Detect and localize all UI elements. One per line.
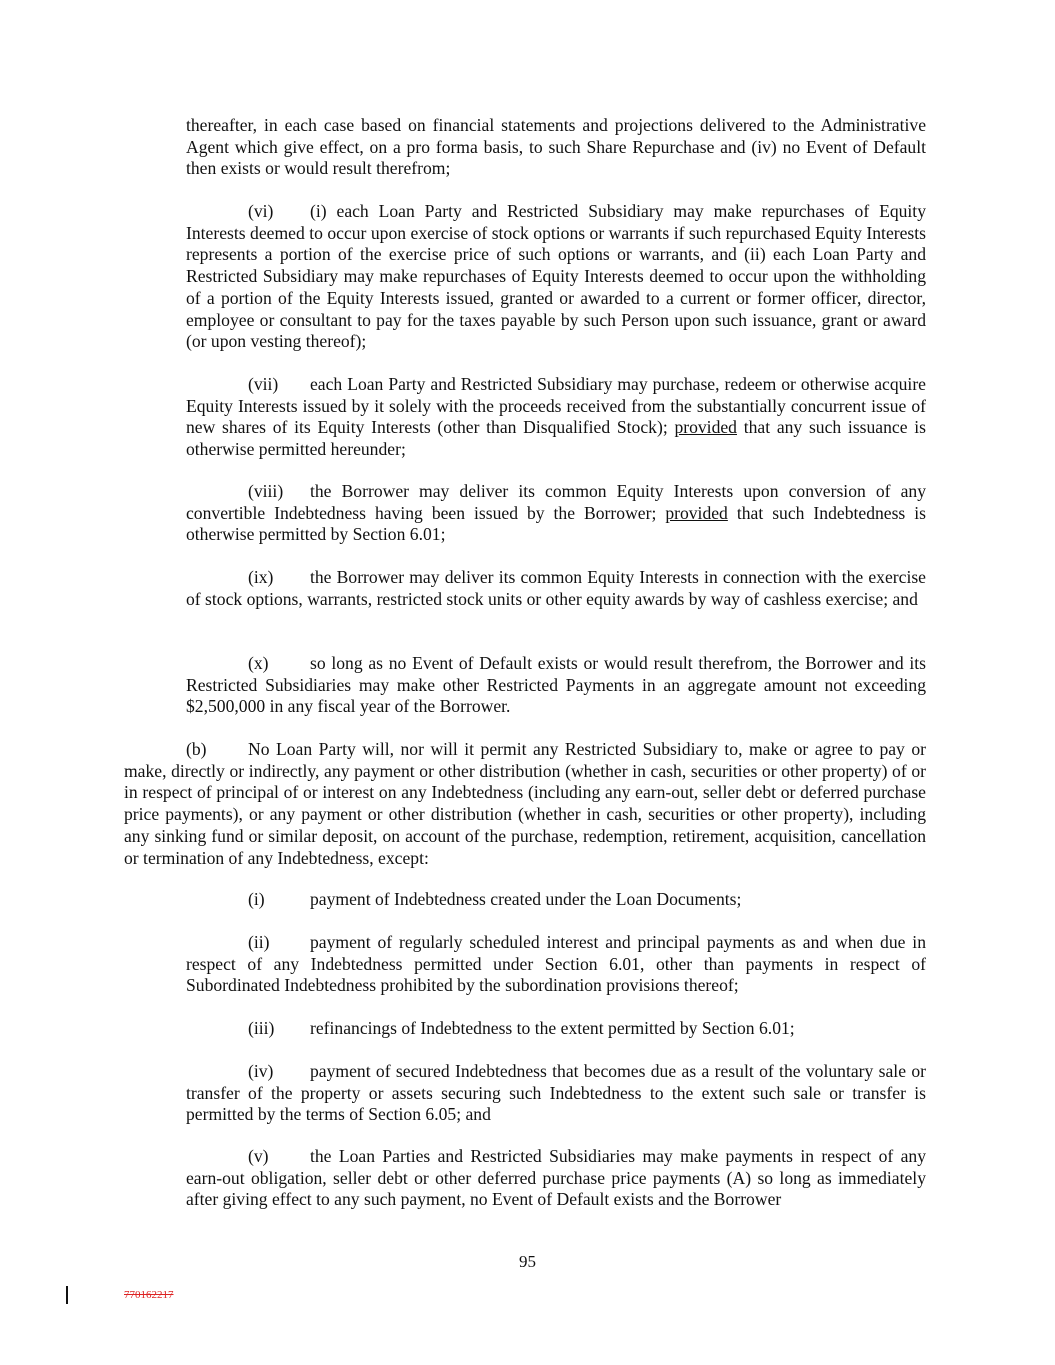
clause-number: (viii) [248, 481, 284, 501]
clause-number: (vii) [248, 374, 279, 394]
clause-number: (ix) [248, 567, 274, 587]
change-bar [66, 1286, 68, 1304]
clause-vii: (vii) each Loan Party and Restricted Subsidiary may purchase, redeem or otherwise acquire Equity Interests issued by it solely with the proceeds received from the substantially concurrent issue of new shares of its Equity Interests (other than Disqualified Stock); provided that any such issuance is otherwise permitted hereunder; [186, 374, 926, 460]
provided-underlined: provided [674, 417, 737, 438]
clause-number: (ii) [248, 932, 270, 952]
clause-x: (x) so long as no Event of Default exists or would result therefrom, the Borrower and its Restricted Subsidiaries may make other Restricted Payments in an aggregate amount not exceeding $2,500,000 in any fiscal year of the Borrower. [186, 653, 926, 717]
clause-b-v: (v) the Loan Parties and Restricted Subsidiaries may make payments in respect of any earn-out obligation, seller debt or other deferred purchase price payments (A) so long as immediately after giving effect to any such payment, no Event of Default exists and the Borrower [186, 1146, 926, 1210]
clause-number: (vi) [248, 201, 274, 221]
clause-ix: (ix) the Borrower may deliver its common Equity Interests in connection with the exercise of stock options, warrants, restricted stock units or other equity awards by way of cashless exercise; and [186, 567, 926, 609]
clause-b-i: (i) payment of Indebtedness created under the Loan Documents; [248, 889, 742, 909]
clause-number: (b) [186, 739, 207, 759]
clause-viii: (viii) the Borrower may deliver its common Equity Interests upon conversion of any convertible Indebtedness having been issued by the Borrower; provided that such Indebtedness is otherwise permitted by Section 6.01; [186, 481, 926, 545]
clause-number: (x) [248, 653, 269, 673]
clause-number: (iii) [248, 1018, 275, 1038]
page-number: 95 [519, 1252, 536, 1271]
clause-b-iii: (iii) refinancings of Indebtedness to the extent permitted by Section 6.01; [248, 1018, 795, 1038]
paragraph-continuation: thereafter, in each case based on financial statements and projections delivered to the Administrative Agent which give effect, on a pro forma basis, to such Share Repurchase and (iv) no Event of Default then exists or would result therefrom; [186, 115, 926, 179]
section-b: (b) No Loan Party will, nor will it permit any Restricted Subsidiary to, make or agree to pay or make, directly or indirectly, any payment or other distribution (whether in cash, securities or other property) of or in respect of principal of or interest on any Indebtedness (including any earn-out, seller debt or deferred purchase price payments), or any payment or other distribution (whether in cash, securities or other property), including any sinking fund or similar deposit, on account of the purchase, redemption, retirement, acquisition, cancellation or termination of any Indebtedness, except: [124, 739, 926, 868]
clause-b-ii: (ii) payment of regularly scheduled interest and principal payments as and when due in respect of any Indebtedness permitted under Section 6.01, other than payments in respect of Subordinated Indebtedness prohibited by the subordination provisions thereof; [186, 932, 926, 996]
provided-underlined: provided [665, 502, 728, 523]
clause-number: (iv) [248, 1061, 274, 1081]
clause-vi: (vi) (i) each Loan Party and Restricted Subsidiary may make repurchases of Equity Interests deemed to occur upon exercise of stock options or warrants if such repurchased Equity Interests represents a portion of the exercise price of such options or warrants, and (ii) each Loan Party and Restricted Subsidiary may make repurchases of Equity Interests deemed to occur upon the withholding of a portion of the Equity Interests issued, granted or awarded to a current or former officer, director, employee or consultant to pay for the taxes payable by such Person upon such issuance, grant or award (or upon vesting thereof); [186, 201, 926, 352]
clause-b-iv: (iv) payment of secured Indebtedness that becomes due as a result of the voluntary sale or transfer of the property or assets securing such Indebtedness to the extent such sale or transfer is permitted by the terms of Section 6.05; and [186, 1061, 926, 1125]
document-id: 770162217 [124, 1289, 174, 1301]
clause-number: (v) [248, 1146, 269, 1166]
clause-number: (i) [248, 889, 265, 909]
